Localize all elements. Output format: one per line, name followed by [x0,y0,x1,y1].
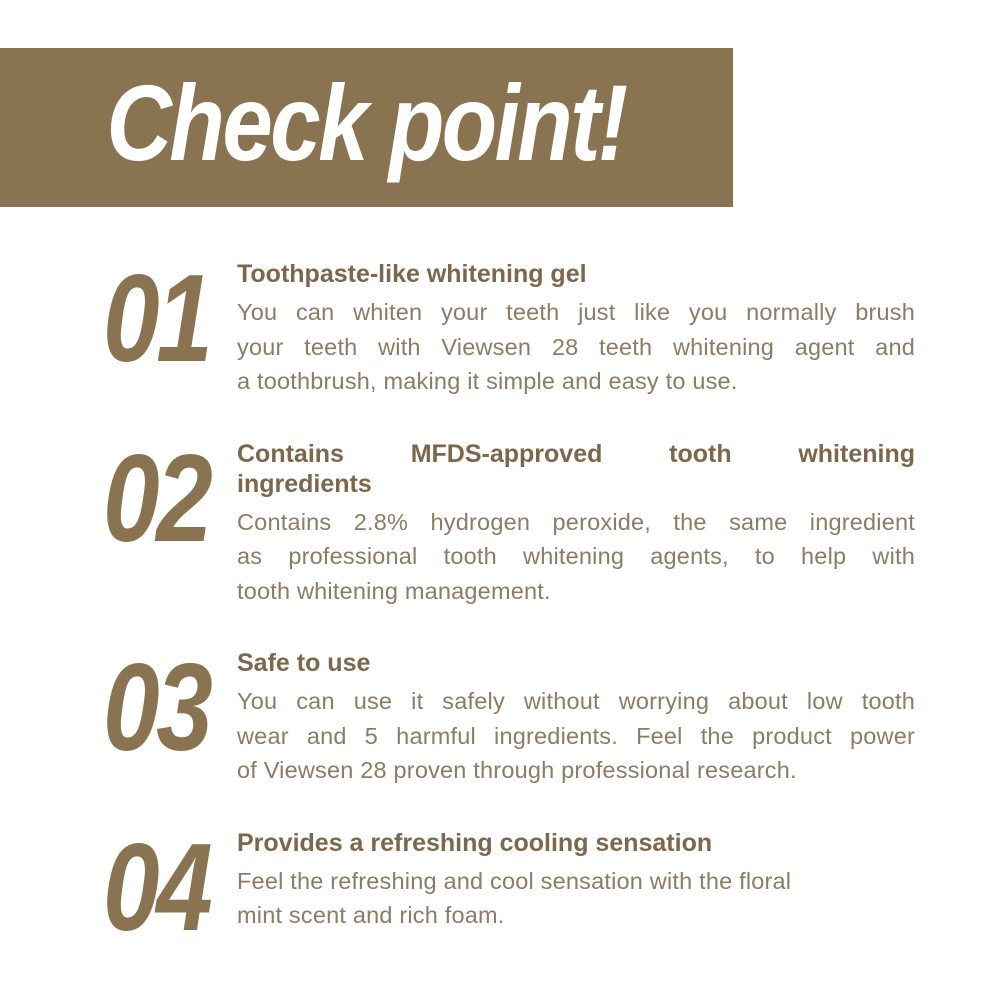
banner-title: Check point! [106,62,627,183]
checkpoint-banner [0,48,733,207]
body-line: You can use it safely without worrying about low tooth [237,688,915,714]
section-title: Contains MFDS-approved tooth whitening [237,439,915,468]
section-text-02 [237,439,915,609]
body-line: tooth whitening management. [237,577,551,604]
checkpoint-item-03 [0,639,1000,788]
section-body [237,295,915,399]
section-number-03: 03 [103,639,210,777]
section-number-02: 02 [103,429,210,568]
section-text-04 [237,828,915,941]
section-text-01 [237,259,915,399]
section-number-01: 01 [103,250,210,388]
section-title: Provides a refreshing cooling sensation [237,828,713,857]
section-title: Safe to use [237,649,371,677]
body-line: Contains 2.8% hydrogen peroxide, the same ingredient [237,508,915,535]
section-number-04: 04 [103,818,210,957]
body-line: as professional tooth whitening agents, to help with [237,543,915,569]
body-line: your teeth with Viewsen 28 teeth whitening agent and [237,333,915,360]
section-title: Toothpaste-like whitening gel [237,260,587,288]
section-body [237,684,915,788]
body-line: mint scent and rich foam. [237,902,505,928]
body-line: You can whiten your teeth just like you normally brush [237,299,915,325]
section-title: ingredients [237,469,372,498]
body-line: Feel the refreshing and cool sensation with the floral [237,867,792,894]
section-text-03 [237,648,915,788]
checkpoint-item-02 [0,429,1000,609]
body-line: a toothbrush, making it simple and easy to use. [237,368,738,394]
checkpoint-item-01 [0,250,1000,399]
section-body [237,864,915,933]
checkpoint-list [0,207,1000,981]
section-body [237,505,915,609]
checkpoint-item-04 [0,818,1000,957]
body-line: of Viewsen 28 proven through professional research. [237,757,797,783]
body-line: wear and 5 harmful ingredients. Feel the product power [237,722,915,749]
